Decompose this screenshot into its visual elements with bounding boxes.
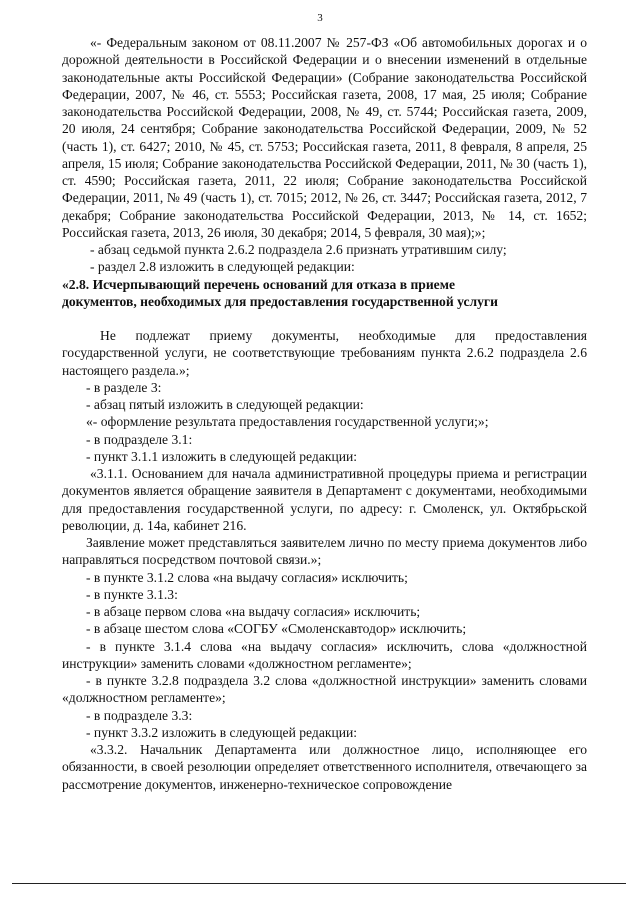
paragraph-item: - в абзаце шестом слова «СОГБУ «Смоленскавтодор» исключить; bbox=[86, 621, 467, 637]
paragraph-item: - в абзаце первом слова «на выдачу согласия» исключить; bbox=[86, 604, 421, 619]
page-number: 3 bbox=[317, 12, 323, 24]
paragraph-item: - в подразделе 3.1: bbox=[86, 431, 193, 447]
paragraph-item: - раздел 2.8 изложить в следующей редакции: bbox=[90, 259, 355, 275]
footer-divider bbox=[12, 883, 626, 884]
paragraph-item: - абзац пятый изложить в следующей редакции: bbox=[86, 397, 364, 412]
paragraph-item: - в пункте 3.2.8 подраздела 3.2 слова «должностной инструкции» заменить словами «должностном регламенте»; bbox=[62, 673, 587, 706]
paragraph-item: - в пункте 3.1.4 слова «на выдачу согласия» исключить, слова «должностной инструкции» заменить словами «должностном регламенте»; bbox=[62, 638, 587, 671]
paragraph-item: - абзац седьмой пункта 2.6.2 подраздела 2.6 признать утратившим силу; bbox=[90, 242, 507, 257]
paragraph-item: Заявление может представляться заявителем лично по месту приема документов либо направляться посредством почтовой связи.»; bbox=[62, 535, 587, 568]
section-heading-line: документов, необходимых для предоставления государственной услуги bbox=[62, 293, 498, 309]
document-body bbox=[62, 34, 587, 793]
paragraph-item: - в подразделе 3.3: bbox=[86, 707, 193, 723]
paragraph-item: - в разделе 3: bbox=[86, 379, 162, 395]
paragraph-item: - в пункте 3.1.3: bbox=[86, 586, 178, 602]
paragraph-item: «- оформление результата предоставления государственной услуги;»; bbox=[86, 414, 489, 430]
paragraph-item: «3.3.2. Начальник Департамента или должностное лицо, исполняющее его обязанности, в своей резолюции определяет ответственного исполнителя, отвечающего за рассмотрение документов, инженерно-техническое сопровождение bbox=[62, 742, 587, 792]
paragraph-federal-law-citation: «- Федеральным законом от 08.11.2007 № 257-ФЗ «Об автомобильных дорогах и о дорожной деятельности в Российской Федерации и о внесении изменений в отдельные законодательные акты Российской Федерации» (Собрание законодательства Российской Федерации, 2007, № 46, ст. 5553; Российская газета, 2008, 17 мая, 25 июля; Собрание законодательства Российской Федерации, 2008, № 49, ст. 5744; Российская газета, 2009, 20 июля, 24 сентября; Собрание законодательства Российской Федерации, 2009, № 52 (часть 1), ст. 6427; 2010, № 45, ст. 5753; Российская газета, 2011, 8 февраля, 8 апреля, 25 апреля, 15 июля; Собрание законодательства Российской Федерации, 2011, № 30 (часть 1), ст. 4590; Российская газета, 2011, 22 июля; Собрание законодательства Российской Федерации, 2011, № 49 (часть 1), ст. 7015; 2012, № 26, ст. 3447; Российская газета, 2012, 7 декабря; Собрание законодательства Российской Федерации, 2013, № 14, ст. 1652; Российская газета, 2013, 26 июля, 30 декабря; 2014, 5 февраля, 30 мая);»; bbox=[62, 35, 587, 240]
paragraph-item: - пункт 3.3.2 изложить в следующей редакции: bbox=[86, 724, 358, 740]
paragraph-item: - пункт 3.1.1 изложить в следующей редакции: bbox=[86, 448, 358, 464]
paragraph-item: - в пункте 3.1.2 слова «на выдачу согласия» исключить; bbox=[86, 569, 408, 585]
section-heading-line: «2.8. Исчерпывающий перечень оснований для отказа в приеме bbox=[62, 276, 456, 292]
paragraph-item: Не подлежат приему документы, необходимые для предоставления государственной услуги, не соответствующие требованиям пункта 2.6.2 подраздела 2.6 настоящего раздела.»; bbox=[62, 328, 587, 378]
spacer bbox=[62, 310, 587, 327]
paragraph-item: «3.1.1. Основанием для начала административной процедуры приема и регистрации документов является обращение заявителя в Департамент с документами, необходимыми для предоставления государственной услуги, по адресу: г. Смоленск, ул. Октябрьской революции, д. 14а, кабинет 216. bbox=[62, 466, 587, 533]
